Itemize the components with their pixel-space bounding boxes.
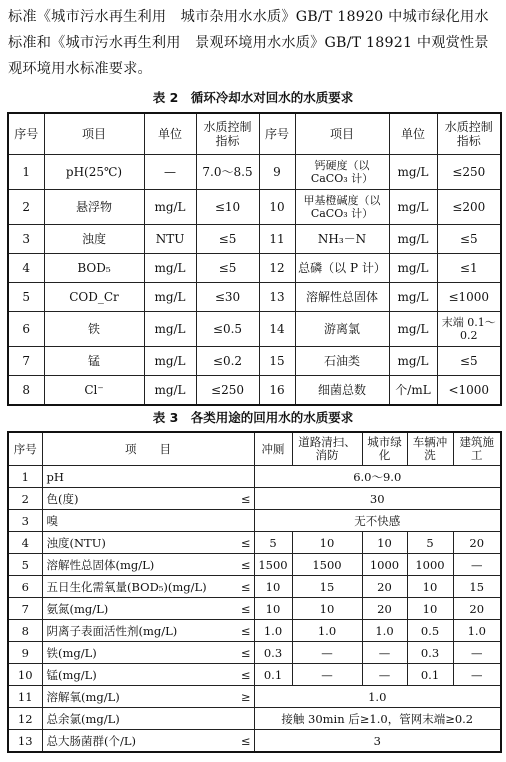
table3-value-cell: 1500 xyxy=(254,554,292,576)
table3-value-cell: 10 xyxy=(254,576,292,598)
table3-item-name: pH xyxy=(42,466,232,488)
table2-row xyxy=(8,190,501,225)
table3-row xyxy=(8,466,501,488)
table3-item-name: 氨氮(mg/L) xyxy=(42,598,232,620)
table2-cell: mg/L xyxy=(389,155,437,190)
table3-comparator: ≤ xyxy=(232,642,254,664)
table2-header-cell: 水质控制指标 xyxy=(196,113,259,155)
table3-value-cell: 0.1 xyxy=(407,664,453,686)
table3-row-number: 7 xyxy=(8,598,42,620)
table3-comparator: ≤ xyxy=(232,576,254,598)
table3-value-cell: — xyxy=(453,642,501,664)
table2-cell: NH₃－N xyxy=(295,225,389,254)
table3-value-cell: 1000 xyxy=(407,554,453,576)
table2-cell: pH(25℃) xyxy=(44,155,144,190)
table3-item-name: 总大肠菌群(个/L) xyxy=(42,730,232,753)
table2-cell: mg/L xyxy=(144,312,196,347)
table3-row-number: 3 xyxy=(8,510,42,532)
table3-row-number: 10 xyxy=(8,664,42,686)
table2-row xyxy=(8,376,501,406)
table2-cell: mg/L xyxy=(389,347,437,376)
table2-row xyxy=(8,225,501,254)
table2-cell: ≤0.5 xyxy=(196,312,259,347)
table3-shared-value: 30 xyxy=(254,488,501,510)
table3-value-cell: 0.3 xyxy=(254,642,292,664)
table2-cell: 11 xyxy=(259,225,295,254)
table3-value-cell: 0.1 xyxy=(254,664,292,686)
table2-header-cell: 单位 xyxy=(389,113,437,155)
table2-cell: 1 xyxy=(8,155,44,190)
table2-cell: 细菌总数 xyxy=(295,376,389,406)
table3-header-cell: 冲厕 xyxy=(254,432,292,466)
table2-cell: 5 xyxy=(8,283,44,312)
table2-header-cell: 序号 xyxy=(8,113,44,155)
table2-cell: 悬浮物 xyxy=(44,190,144,225)
table3-row xyxy=(8,598,501,620)
table2-cell: ≤5 xyxy=(196,225,259,254)
table3-caption: 表 3 各类用途的回用水的水质要求 xyxy=(152,410,354,425)
table3-value-cell: — xyxy=(292,642,362,664)
table3-item-name: 浊度(NTU) xyxy=(42,532,232,554)
table2-cell: 16 xyxy=(259,376,295,406)
table3-item-name: 溶解氧(mg/L) xyxy=(42,686,232,708)
table3-shared-value: 接触 30min 后≥1.0，管网末端≥0.2 xyxy=(254,708,501,730)
table2-cell: 3 xyxy=(8,225,44,254)
table3-value-cell: 1.0 xyxy=(453,620,501,642)
table2-header-row xyxy=(8,113,501,155)
table2-cell: 铁 xyxy=(44,312,144,347)
table3-row xyxy=(8,708,501,730)
table3-value-cell: — xyxy=(292,664,362,686)
table3-value-cell: 10 xyxy=(407,576,453,598)
table2-cell: 15 xyxy=(259,347,295,376)
table2-cell: 12 xyxy=(259,254,295,283)
table3-row xyxy=(8,532,501,554)
table2-cell: ≤5 xyxy=(196,254,259,283)
table2-cell: 14 xyxy=(259,312,295,347)
table2-cell: 13 xyxy=(259,283,295,312)
table3-value-cell: 5 xyxy=(407,532,453,554)
table2-cell: 溶解性总固体 xyxy=(295,283,389,312)
table3-row-number: 5 xyxy=(8,554,42,576)
table3-item-name: 铁(mg/L) xyxy=(42,642,232,664)
table2-cell: ≤250 xyxy=(196,376,259,406)
table3-shared-value: 1.0 xyxy=(254,686,501,708)
table2-cell: ≤5 xyxy=(437,225,501,254)
table2-cell: ≤5 xyxy=(437,347,501,376)
table3-row-number: 11 xyxy=(8,686,42,708)
table3-item-name: 溶解性总固体(mg/L) xyxy=(42,554,232,576)
table3-shared-value: 3 xyxy=(254,730,501,753)
table3-item-name: 色(度) xyxy=(42,488,232,510)
table3-row xyxy=(8,620,501,642)
intro-paragraph: 标准《城市污水再生利用 城市杂用水水质》GB/T 18920 中城市绿化用水标准和《城市污水再生利用 景观环境用水水质》GB/T 18921 中观赏性景观环境用水标准要求。 xyxy=(8,9,489,77)
table3-row xyxy=(8,686,501,708)
table3-value-cell: 1500 xyxy=(292,554,362,576)
table3-comparator xyxy=(232,510,254,532)
table3-item-name: 嗅 xyxy=(42,510,232,532)
table2-cell: mg/L xyxy=(144,283,196,312)
table2-cell: mg/L xyxy=(389,225,437,254)
table2-cell: mg/L xyxy=(144,254,196,283)
table2-cell: ≤250 xyxy=(437,155,501,190)
table3-value-cell: 0.3 xyxy=(407,642,453,664)
table3-comparator xyxy=(232,466,254,488)
table3-value-cell: 1.0 xyxy=(362,620,407,642)
table2-cell: 游离氯 xyxy=(295,312,389,347)
table2-cell: 4 xyxy=(8,254,44,283)
table3-value-cell: 20 xyxy=(453,532,501,554)
table2-cell: — xyxy=(144,155,196,190)
table3-value-cell: 10 xyxy=(407,598,453,620)
table3-item-name: 五日生化需氧量(BOD₅)(mg/L) xyxy=(42,576,232,598)
table3 xyxy=(7,431,502,753)
table3-comparator: ≥ xyxy=(232,686,254,708)
table2-cell: mg/L xyxy=(144,376,196,406)
table3-row xyxy=(8,576,501,598)
table2-cell: NTU xyxy=(144,225,196,254)
table3-value-cell: 5 xyxy=(254,532,292,554)
table3-value-cell: 10 xyxy=(254,598,292,620)
table3-header-cell: 道路清扫、消防 xyxy=(292,432,362,466)
table3-row xyxy=(8,554,501,576)
table2-row xyxy=(8,283,501,312)
table2-cell: 锰 xyxy=(44,347,144,376)
table2-row xyxy=(8,155,501,190)
table2-cell: 6 xyxy=(8,312,44,347)
table3-value-cell: — xyxy=(453,664,501,686)
table3-value-cell: — xyxy=(362,664,407,686)
table3-row xyxy=(8,664,501,686)
table2-cell: ≤1000 xyxy=(437,283,501,312)
table3-row-number: 13 xyxy=(8,730,42,753)
table2-cell: 9 xyxy=(259,155,295,190)
table3-header-cell: 项 目 xyxy=(42,432,254,466)
table3-shared-value: 无不快感 xyxy=(254,510,501,532)
table3-header-cell: 城市绿化 xyxy=(362,432,407,466)
table2-cell: 10 xyxy=(259,190,295,225)
table3-comparator: ≤ xyxy=(232,488,254,510)
table3-item-name: 总余氯(mg/L) xyxy=(42,708,232,730)
table2-cell: <1000 xyxy=(437,376,501,406)
table3-row xyxy=(8,488,501,510)
table3-value-cell: 10 xyxy=(292,532,362,554)
table2-cell: 7 xyxy=(8,347,44,376)
table2-cell: ≤30 xyxy=(196,283,259,312)
table2-row xyxy=(8,254,501,283)
table2-cell: mg/L xyxy=(144,347,196,376)
table2-header-cell: 项目 xyxy=(44,113,144,155)
table3-comparator: ≤ xyxy=(232,620,254,642)
table2-row xyxy=(8,312,501,347)
table2-cell: mg/L xyxy=(389,190,437,225)
table3-row-number: 2 xyxy=(8,488,42,510)
table2-cell: 2 xyxy=(8,190,44,225)
table2-header-cell: 序号 xyxy=(259,113,295,155)
table2-header-cell: 水质控制指标 xyxy=(437,113,501,155)
table2-cell: 浊度 xyxy=(44,225,144,254)
table3-comparator: ≤ xyxy=(232,598,254,620)
table3-comparator: ≤ xyxy=(232,730,254,753)
table2 xyxy=(7,112,502,406)
table3-value-cell: 10 xyxy=(292,598,362,620)
table2-cell: ≤10 xyxy=(196,190,259,225)
table3-comparator: ≤ xyxy=(232,664,254,686)
table3-value-cell: 20 xyxy=(453,598,501,620)
table2-cell: 末端 0.1～0.2 xyxy=(437,312,501,347)
table3-row xyxy=(8,510,501,532)
table3-row-number: 12 xyxy=(8,708,42,730)
table3-comparator xyxy=(232,708,254,730)
table2-cell: 钙硬度（以 CaCO₃ 计） xyxy=(295,155,389,190)
table2-cell: ≤0.2 xyxy=(196,347,259,376)
table2-cell: mg/L xyxy=(389,283,437,312)
table3-header-cell: 建筑施工 xyxy=(453,432,501,466)
table2-cell: 甲基橙碱度（以 CaCO₃ 计） xyxy=(295,190,389,225)
table2-cell: 个/mL xyxy=(389,376,437,406)
table3-item-name: 阴离子表面活性剂(mg/L) xyxy=(42,620,232,642)
table2-cell: mg/L xyxy=(389,254,437,283)
table3-comparator: ≤ xyxy=(232,554,254,576)
table3-value-cell: — xyxy=(453,554,501,576)
table3-header-cell: 车辆冲洗 xyxy=(407,432,453,466)
table3-header-row xyxy=(8,432,501,466)
table2-cell: 总磷（以 P 计） xyxy=(295,254,389,283)
table3-row-number: 8 xyxy=(8,620,42,642)
table3-shared-value: 6.0～9.0 xyxy=(254,466,501,488)
table2-cell: 石油类 xyxy=(295,347,389,376)
table2-cell: COD_Cr xyxy=(44,283,144,312)
table2-header-cell: 项目 xyxy=(295,113,389,155)
table3-value-cell: 0.5 xyxy=(407,620,453,642)
table3-row-number: 9 xyxy=(8,642,42,664)
table3-value-cell: 1000 xyxy=(362,554,407,576)
table2-cell: ≤200 xyxy=(437,190,501,225)
table3-header-cell: 序号 xyxy=(8,432,42,466)
table2-row xyxy=(8,347,501,376)
table3-value-cell: — xyxy=(362,642,407,664)
table3-value-cell: 10 xyxy=(362,532,407,554)
table3-comparator: ≤ xyxy=(232,532,254,554)
table2-header-cell: 单位 xyxy=(144,113,196,155)
table3-row xyxy=(8,642,501,664)
table2-cell: BOD₅ xyxy=(44,254,144,283)
table3-row-number: 4 xyxy=(8,532,42,554)
table2-cell: mg/L xyxy=(144,190,196,225)
table3-value-cell: 1.0 xyxy=(254,620,292,642)
table2-cell: ≤1 xyxy=(437,254,501,283)
table3-item-name: 锰(mg/L) xyxy=(42,664,232,686)
table2-cell: mg/L xyxy=(389,312,437,347)
table3-row-number: 6 xyxy=(8,576,42,598)
table3-value-cell: 20 xyxy=(362,576,407,598)
table2-cell: Cl⁻ xyxy=(44,376,144,406)
table3-row xyxy=(8,730,501,753)
table3-value-cell: 15 xyxy=(292,576,362,598)
table3-value-cell: 15 xyxy=(453,576,501,598)
table3-row-number: 1 xyxy=(8,466,42,488)
table2-cell: 7.0～8.5 xyxy=(196,155,259,190)
table2-caption: 表 2 循环冷却水对回水的水质要求 xyxy=(152,90,354,105)
table3-value-cell: 20 xyxy=(362,598,407,620)
table2-cell: 8 xyxy=(8,376,44,406)
table3-value-cell: 1.0 xyxy=(292,620,362,642)
